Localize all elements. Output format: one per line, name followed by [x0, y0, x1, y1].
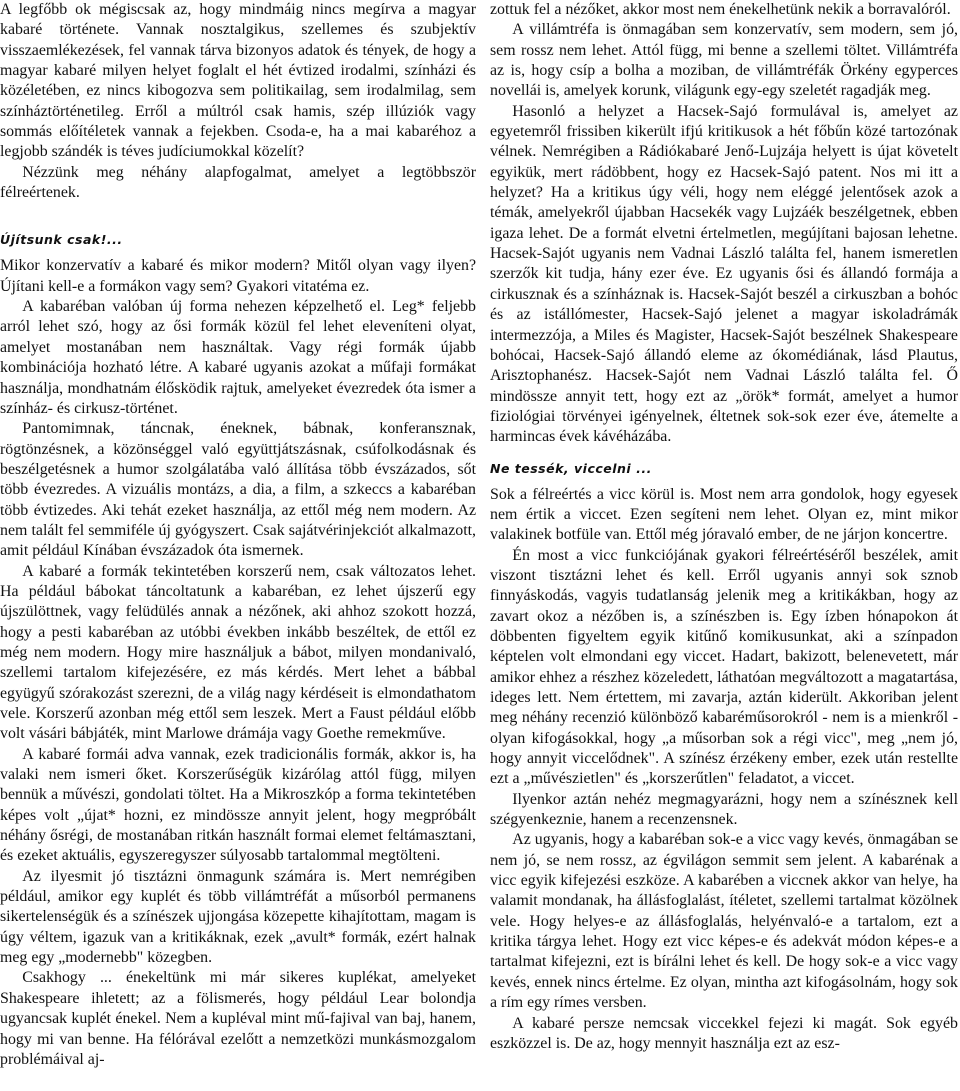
paragraph: A kabaré a formák tekintetében korszerű nem, csak változatos lehet. Ha például bábokat táncoltatunk a kabaréban, ez lehet újszerű egy újszülöttnek, vagy felüdülés annak a nézőnek, aki ahhoz szokott hozzá, hogy a pesti kabaréban az utóbbi években inkább beszéltek, de ettől ez még nem modern. Hogy mire használjuk a bábot, milyen mondanivaló, szellemi tartalom kifejezésére, ez más kérdés. Mert lehet a bábbal együgyű szórakozást szerezni, de a világ nagy kérdéseit is elmondathatom vele. Korszerű azonban még ettől sem leszek. Mert a Faust például előbb volt vásári bábjáték, mint Marlowe drámája vagy Goethe remekműve. — [0, 562, 476, 743]
paragraph-intro-2: Nézzünk meg néhány alapfogalmat, amelyet a legtöbbször félreértenek. — [0, 163, 476, 202]
section-heading-ujitsunk: Újítsunk csak!... — [0, 232, 123, 248]
paragraph: Csakhogy ... énekeltünk mi már sikeres kuplékat, amelyeket Shakespeare ihletett; az a fölismerés, hogy például Lear bolondja ugyancsak kuplét énekel. Nem a kupléval mint mű-fajival van baj, hanem, hogy mi van benne. Ha félórával ezelőtt a nemzetközi munkásmozgalom problémáival aj- — [0, 969, 476, 1068]
paragraph: A villámtréfa is önmagában sem konzervatív, sem modern, sem jó, sem rossz nem lehet. Attól függ, mi benne a szellemi töltet. Villámtréfa az is, hogy csíp a bolha a moziban, de villámtréfák Örkény egyperces novellái is, amelyek korunk, világunk egy-egy szeletét ragadják meg. — [490, 21, 958, 100]
paragraph-intro: A legfőbb ok mégiscsak az, hogy mindmáig nincs megírva a magyar kabaré története. Vannak nosztalgikus, szellemes és szubjektív visszaemlékezések, fel vannak tárva bizonyos adatok és tények, de hogy a magyar kabaré milyen helyet foglalt el hét évtized irodalmi, színházi és közéletében, ez nincs kibogozva sem politikailag, sem irodalmilag, sem színháztörténetileg. Erről a múltról csak hamis, szép illúziók vagy sommás előítéletek vannak a fejekben. Csoda-e, ha a mai kabaréhoz a legjobb szándék is téves judíciumokkal közelít? — [0, 1, 476, 161]
paragraph: A kabaré persze nemcsak viccekkel fejezi ki magát. Sok egyéb eszközzel is. De az, hogy mennyit használja ezt az esz- — [490, 1014, 958, 1052]
paragraph: Az ugyanis, hogy a kabaréban sok-e a vicc vagy kevés, önmagában se nem jó, se nem rossz, az égvilágon semmit sem jelent. A kabarénak a vicc egyik kifejezési eszköze. A kabarében a viccnek akkor van helye, ha valamit mondanak, ha állásfoglalást, ítéletet, szellemi tartalmat közölnek vele. Hogy helyes-e az állásfoglalás, helyénvaló-e a tartalom, ezt a kritika tárgya lehet. Hogy ezt vicc képes-e és adekvát módon képes-e a tartalmat kifejezni, ezt is bírálni lehet és kell. De hogy sok-e a vicc vagy kevés, ennek nincs értelme. Ez olyan, mintha azt kifogásolnám, hogy sok a rím egy rímes versben. — [490, 831, 958, 1012]
paragraph: A kabaréban valóban új forma nehezen képzelhető el. Leg* feljebb arról lehet szó, hogy az ősi formák közül fel lehet eleveníteni olyat, amelyet mostanában nem használtak. Vagy régi formák újabb kombinációja hozható létre. A kabaré ugyanis azokat a műfaji formákat használja, mondhatnám élősködik rajtuk, amelyeket évezredek óta ismer a színház- és cirkusz-történet. — [0, 298, 476, 417]
paragraph: A kabaré formái adva vannak, ezek tradicionális formák, akkor is, ha valaki nem ismeri őket. Korszerűségük kizárólag attól függ, milyen bennük a művészi, gondolati töltet. Ha a Mikroszkóp a forma tekintetében képes volt „újat* hozni, ez mindössze annyit jelent, hogy megpróbált néhány ősrégi, de mostanában ritkán használt formai elemet feltámasztani, és ezeket aktuális, egyszeregyszer súlyosabb tartalommal megtölteni. — [0, 745, 476, 865]
paragraph: Ilyenkor aztán nehéz megmagyarázni, hogy nem a színésznek kell szégyenkeznie, hanem a recenzensnek. — [490, 790, 958, 829]
paragraph: Mikor konzervatív a kabaré és mikor modern? Mitől olyan vagy ilyen? Újítani kell-e a formákon vagy sem? Gyakori vitatéma ez. — [0, 257, 476, 295]
left-column — [0, 0, 476, 1091]
paragraph: Én most a vicc funkciójának gyakori félreértéséről beszélek, amit viszont tisztázni lehet és kell. Erről ugyanis annyi sok sznob finnyáskodás, vagyis tudatlanság jelenik meg a kritikákban, hogy az zavart okoz a nézőben is, a színészben is. Egy ízben hónapokon át döbbenten figyeltem egyik kitűnő komikusunkat, aki a színpadon képtelen volt elmondani egy viccet. Hadart, bakizott, belenevetett, már amikor ehhez a részhez közeledett, láthatóan megváltozott a magatartása, ideges lett. Nem értettem, mi zavarja, aztán kiderült. Akkoriban jelent meg néhány recenzió különböző kabaréműsorokról - nem is a mienkről - olyan kifogásokkal, hogy „a műsorban sok a régi vicc", meg „nem jó, hogy annyit viccelődnek". A színész érzékeny ember, ezek után restellte ezt a „művészietlen" és „korszerűtlen" feladatot, a viccet. — [490, 546, 958, 788]
paragraph-continued: zottuk fel a nézőket, akkor most nem énekelhetünk nekik a borravalóról. — [490, 1, 951, 18]
paragraph: Sok a félreértés a vicc körül is. Most nem arra gondolok, hogy egyesek nem értik a viccet. Ezen segíteni nem lehet. Olyan ez, mint mikor valakinek botfüle van. Ettől még jóravaló ember, de ne járjon koncertre. — [490, 485, 958, 544]
paragraph: Az ilyesmit jó tisztázni önmagunk számára is. Mert nemrégiben például, amikor egy kuplét és több villámtréfát a műsorból permanens sikertelenségük és a színészek ujjongása közepette kihajítottam, magam is úgy véltem, igazuk van a kritikáknak, ezek „avult* formák, ezért halnak meg egy „modernebb" közegben. — [0, 867, 476, 967]
paragraph: Pantomimnak, táncnak, éneknek, bábnak, konferansznak, rögtönzésnek, a közönséggel való együttjátszásnak, csúfolkodásnak és beszélgetésnek a humor szolgálatába való állítása több évszázados, sőt több évezredes. A vizuális montázs, a dia, a film, a szkeccs a kabaréban több évtizedes. Aki tehát ezeket használja, az ettől még nem modern. Az nem talált fel semmiféle új gyógyszert. Csak sajátvérinjekciót alkalmazott, amit például Kínában évszázadok óta ismernek. — [0, 420, 476, 560]
section-spacer — [0, 203, 476, 219]
paragraph: Hasonló a helyzet a Hacsek-Sajó formulával is, amelyet az egyetemről frissiben kikerült ifjú kritikusok a hét főbűn közé tartozónak vélnek. Nemrégiben a Rádiókabaré Jenő-Lujzája helyett is újat követelt egyikük, mert rádöbbent, hogy ez Hacsek-Sajó patent. Nos mi itt a helyzet? Ha a kritikus úgy véli, hogy nem eléggé jelentősek azok a témák, amelyekről újabban Hacsekék vagy Lujzáék beszélgetnek, ebben igaza lehet. De a formát elvetni értelmetlen, megújítani bajosan lehetne. Hacsek-Sajót ugyanis nem Vadnai László találta fel, hanem ismeretlen szerzők kit tudja, hány ezer éve. Ez ugyanis ősi és állandó formája a cirkusznak és a színháznak is. Hacsek-Sajót beszél a cirkuszban a bohóc és az istállómester, Hacsek-Sajó jelenet a magyar iskoladrámák intermezzója, a Miles és Magister, Hacsek-Sajót beszélnek Shakespeare bohócai, Hacsek-Sajó állandó eleme az ókomédiának, lásd Plautus, Arisztophanész. Hacsek-Sajót nem Vadnai László találta fel. Ő mindössze annyit tett, hogy ezt az „örök* formát, amelyet a humor fiziológiai törvényei igényelnek, éltetnek sok-sok ezer éve, átemelte a harmincas évek kávéházába. — [490, 102, 958, 446]
right-column — [490, 0, 958, 1091]
section-heading-ne-tessek: Ne tessék, viccelni ... — [490, 460, 652, 476]
